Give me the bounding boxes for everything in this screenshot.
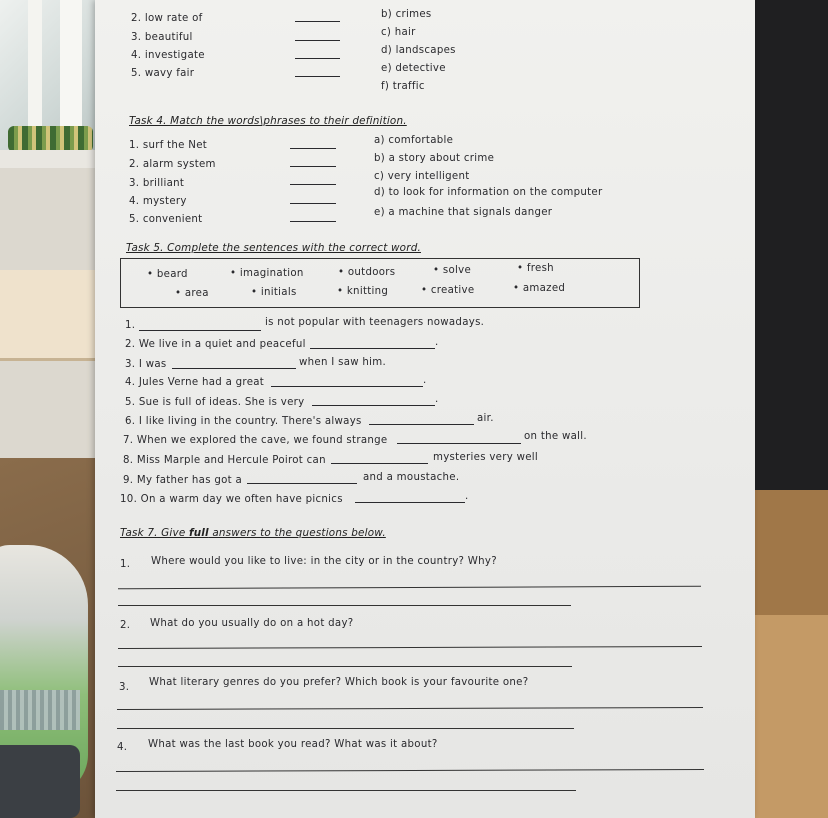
word-bank-item: • initials [251,287,297,298]
question-2-number: 2. [120,620,131,631]
task4-left-4: 4. mystery [129,196,187,207]
question-3-number: 3. [119,682,130,693]
sentence-1-end: is not popular with teenagers nowadays. [265,317,485,328]
task4-blank-4[interactable] [290,203,336,204]
sentence-7-end: on the wall. [524,431,587,442]
word-bank-item: • imagination [230,268,304,279]
task4-right-4: d) to look for information on the computer [374,187,603,198]
sentence-9-end: and a moustache. [363,472,460,483]
answer-line[interactable] [118,605,571,606]
sentence-8-end: mysteries very well [433,452,539,463]
task3-blank-4[interactable] [295,76,340,77]
question-1-number: 1. [120,559,131,570]
task4-right-1: a) comfortable [374,135,454,146]
sentence-5-start: 5. Sue is full of ideas. She is very [125,397,305,408]
question-4-number: 4. [117,742,128,753]
sentence-4-start: 4. Jules Verne had a great [125,377,265,388]
sentence-3-blank[interactable] [172,368,296,369]
task4-right-2: b) a story about crime [374,153,495,164]
answer-line[interactable] [118,586,701,590]
task3-right-3: d) landscapes [381,45,456,56]
task7-heading: Task 7. Give full answers to the questions below. [120,527,386,539]
sentence-8-blank[interactable] [331,463,428,464]
answer-line[interactable] [116,769,704,772]
word-bank-item: • creative [421,285,475,296]
word-bank-item: • area [175,288,209,299]
task4-left-2: 2. alarm system [129,159,216,170]
sentence-6-blank[interactable] [369,424,474,425]
answer-line[interactable] [117,707,703,710]
task3-left-4: 5. wavy fair [131,68,195,79]
sentence-9-blank[interactable] [247,483,357,484]
sentence-9-start: 9. My father has got a [123,475,243,486]
sentence-10-blank[interactable] [355,502,465,503]
pencil-case-bottom [0,745,80,818]
shelf [0,270,95,361]
task3-right-4: e) detective [381,63,446,74]
word-bank-item: • knitting [337,286,389,297]
task4-blank-2[interactable] [290,166,336,167]
word-bank-item: • beard [147,269,188,280]
sentence-4-end: . [423,375,427,386]
task4-left-5: 5. convenient [129,214,203,225]
answer-line[interactable] [118,646,702,649]
sentence-10-start: 10. On a warm day we often have picnics [120,494,343,505]
task4-blank-5[interactable] [290,221,336,222]
task3-right-2: c) hair [381,27,416,38]
task3-blank-1[interactable] [295,21,340,22]
word-bank-item: • amazed [513,283,566,294]
window-sill [0,150,95,168]
sentence-2-blank[interactable] [310,348,435,349]
sentence-2-start: 2. We live in a quiet and peaceful [125,339,306,350]
sentence-2-end: . [435,337,439,348]
worksheet [95,0,755,818]
pencil-case-stripe [0,690,80,730]
question-4-text: What was the last book you read? What was it about? [148,739,438,750]
answer-line[interactable] [118,666,572,667]
sentence-5-blank[interactable] [312,405,435,406]
task4-blank-1[interactable] [290,148,336,149]
task4-left-3: 3. brilliant [129,178,185,189]
sentence-8-start: 8. Miss Marple and Hercule Poirot can [123,455,326,466]
task4-heading: Task 4. Match the words\phrases to their definition. [129,115,407,127]
table-surface [745,615,828,818]
sentence-4-blank[interactable] [271,386,423,387]
task3-blank-2[interactable] [295,40,340,41]
task3-blank-3[interactable] [295,58,340,59]
task4-right-5: e) a machine that signals danger [374,207,553,218]
task3-left-3: 4. investigate [131,50,205,61]
task3-right-1: b) crimes [381,9,432,20]
task3-right-5: f) traffic [381,81,425,92]
sentence-7-start: 7. When we explored the cave, we found strange [123,435,388,446]
sentence-3-end: when I saw him. [299,357,387,368]
sentence-1-start: 1. [125,320,136,331]
question-3-text: What literary genres do you prefer? Which book is your favourite one? [149,677,529,688]
word-bank-item: • fresh [517,263,554,274]
answer-line[interactable] [116,790,576,791]
sentence-5-end: . [435,394,439,405]
sentence-3-start: 3. I was [125,359,167,370]
task4-left-1: 1. surf the Net [129,140,208,151]
word-bank-item: • outdoors [338,267,396,278]
task3-left-2: 3. beautiful [131,32,193,43]
sentence-10-end: . [465,491,469,502]
task5-heading: Task 5. Complete the sentences with the correct word. [126,242,421,254]
answer-line[interactable] [117,728,574,729]
task3-left-1: 2. low rate of [131,13,203,24]
sentence-1-blank[interactable] [139,330,261,331]
sentence-6-start: 6. I like living in the country. There's always [125,416,362,427]
task4-right-3: c) very intelligent [374,171,470,182]
question-1-text: Where would you like to live: in the city or in the country? Why? [151,556,497,567]
word-bank-item: • solve [433,265,472,276]
question-2-text: What do you usually do on a hot day? [150,618,354,629]
sentence-6-end: air. [477,413,494,424]
sentence-7-blank[interactable] [397,443,521,444]
window-plants [8,126,93,152]
task4-blank-3[interactable] [290,184,336,185]
